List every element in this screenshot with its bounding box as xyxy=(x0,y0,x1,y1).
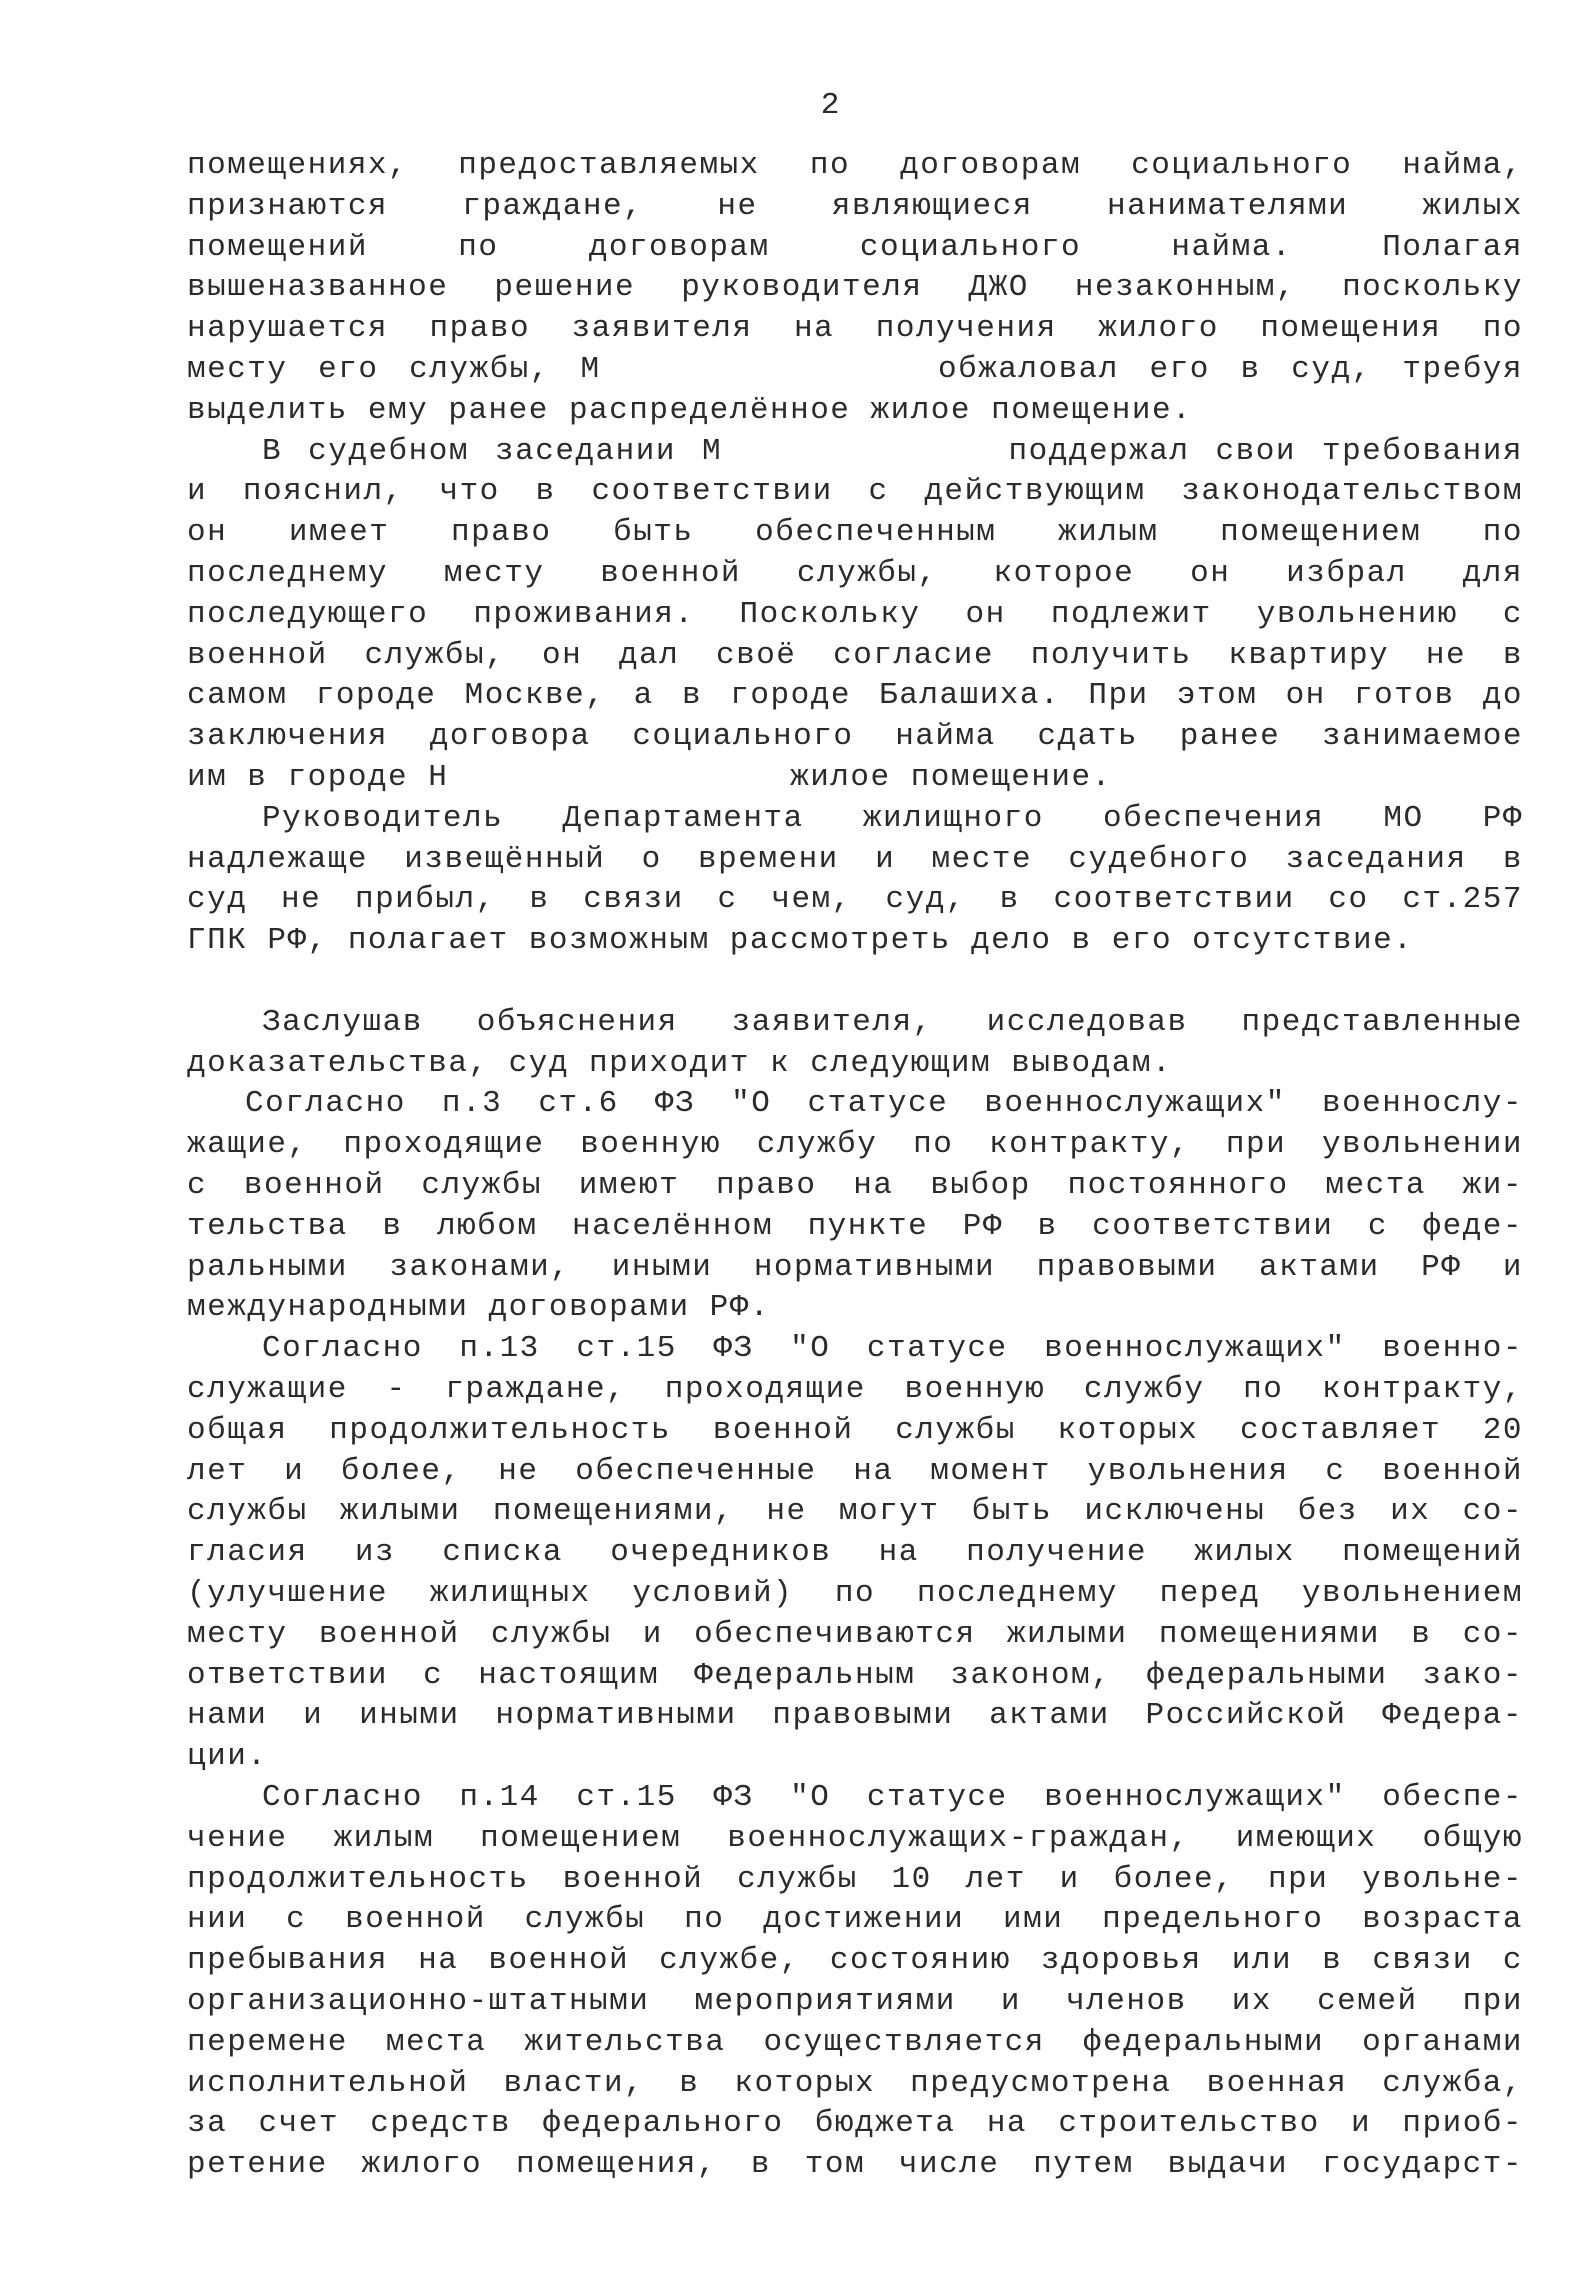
text-line: и пояснил, что в соответствии с действующим законодательством xyxy=(187,474,1523,510)
text-line: месту его службы, М обжаловал его в суд, требуя xyxy=(187,352,1523,387)
text-line: месту военной службы и обеспечиваются жилыми помещениями в со- xyxy=(187,1616,1523,1652)
paragraph-first-line: В судебном заседании М поддержал свои требования xyxy=(262,433,1523,469)
text-line: вышеназванное решение руководителя ДЖО незаконным, поскольку xyxy=(187,270,1523,306)
text-line: ральными законами, иными нормативными правовыми актами РФ и xyxy=(187,1249,1523,1285)
text-line: ответствии с настоящим Федеральным законом, федеральными зако- xyxy=(187,1657,1523,1693)
paragraph-first-line: Согласно п.14 ст.15 ФЗ "О статусе военнослужащих" обеспе- xyxy=(262,1780,1523,1815)
text-line: выделить ему ранее распределённое жилое помещение. xyxy=(187,392,1193,428)
text-line: суд не прибыл, в связи с чем, суд, в соответствии со ст.257 xyxy=(187,882,1523,918)
text-line: организационно-штатными мероприятиями и членов их семей при xyxy=(187,1984,1523,2019)
text-line: международными договорами РФ. xyxy=(187,1290,770,1326)
text-line: последнему месту военной службы, которое он избрал для xyxy=(187,556,1523,591)
paragraph-first-line: Руководитель Департамента жилищного обеспечения МО РФ xyxy=(262,800,1523,836)
text-line: ГПК РФ, полагает возможным рассмотреть дело в его отсутствие. xyxy=(187,923,1414,959)
text-line: (улучшение жилищных условий) по последнему перед увольнением xyxy=(187,1576,1523,1611)
text-line: служащие - граждане, проходящие военную службу по контракту, xyxy=(187,1372,1523,1407)
paragraph-first-line: Согласно п.3 ст.6 ФЗ "О статусе военнослужащих" военнослу- xyxy=(245,1086,1523,1122)
text-line: признаются гражданe, не являющиеся нанимателями жилых xyxy=(187,188,1523,224)
text-line: гласия из списка очередников на получение жилых помещений xyxy=(187,1535,1523,1571)
text-line: им в городе Н жилое помещение. xyxy=(187,760,1112,795)
text-line: надлежаще извещённый о времени и месте судебного заседания в xyxy=(187,841,1523,877)
text-line: чение жилым помещением военнослужащих-граждан, имеющих общую xyxy=(187,1820,1523,1856)
text-line: самом городе Москве, а в городе Балашиха. При этом он готов до xyxy=(187,678,1523,714)
text-line: нии с военной службы по достижении ими предельного возраста xyxy=(187,1902,1523,1938)
text-line: последующего проживания. Поскольку он подлежит увольнению с xyxy=(187,596,1523,632)
text-line: нарушается право заявителя на получения жилого помещения по xyxy=(187,311,1523,347)
text-line: заключения договора социального найма сдать ранее занимаемое xyxy=(187,719,1523,755)
text-line: продолжительность военной службы 10 лет и более, при увольне- xyxy=(187,1861,1523,1897)
text-line: пребывания на военной службе, состоянию здоровья или в связи с xyxy=(187,1943,1523,1979)
text-line: жащие, проходящие военную службу по контракту, при увольнении xyxy=(187,1127,1523,1163)
paragraph-first-line: Заслушав объяснения заявителя, исследовав представленные xyxy=(262,1004,1523,1040)
paragraph-first-line: Согласно п.13 ст.15 ФЗ "О статусе военнослужащих" военно- xyxy=(262,1331,1523,1367)
text-line: службы жилыми помещениями, не могут быть исключены без их со- xyxy=(187,1494,1523,1530)
text-line: ретение жилого помещения, в том числе путем выдачи государст- xyxy=(187,2147,1523,2183)
text-line: нами и иными нормативными правовыми актами Российской Федера- xyxy=(187,1698,1523,1734)
text-line: он имеет право быть обеспеченным жилым помещением по xyxy=(187,515,1523,551)
text-line: с военной службы имеют право на выбор постоянного места жи- xyxy=(187,1168,1523,1203)
text-line: тельства в любом населённом пункте РФ в соответствии с феде- xyxy=(187,1208,1523,1244)
paragraph-first-line: помещениях, предоставляемых по договорам социального найма, xyxy=(187,148,1523,183)
page-number: 2 xyxy=(820,88,840,123)
text-line: общая продолжительность военной службы которых составляет 20 xyxy=(187,1412,1523,1448)
text-line: исполнительной власти, в которых предусмотрена военная служба, xyxy=(187,2065,1523,2101)
text-line: помещений по договорам социального найма. Полагая xyxy=(187,229,1523,265)
text-line: доказательства, суд приходит к следующим выводам. xyxy=(187,1045,1173,1081)
text-line: за счет средств федерального бюджета на строительство и приоб- xyxy=(187,2106,1523,2142)
text-line: ции. xyxy=(187,1739,268,1775)
text-line: лет и более, не обеспеченные на момент увольнения с военной xyxy=(187,1453,1523,1489)
text-line: перемене места жительства осуществляется федеральными органами xyxy=(187,2024,1523,2060)
text-line: военной службы, он дал своё согласие получить квартиру не в xyxy=(187,637,1523,673)
